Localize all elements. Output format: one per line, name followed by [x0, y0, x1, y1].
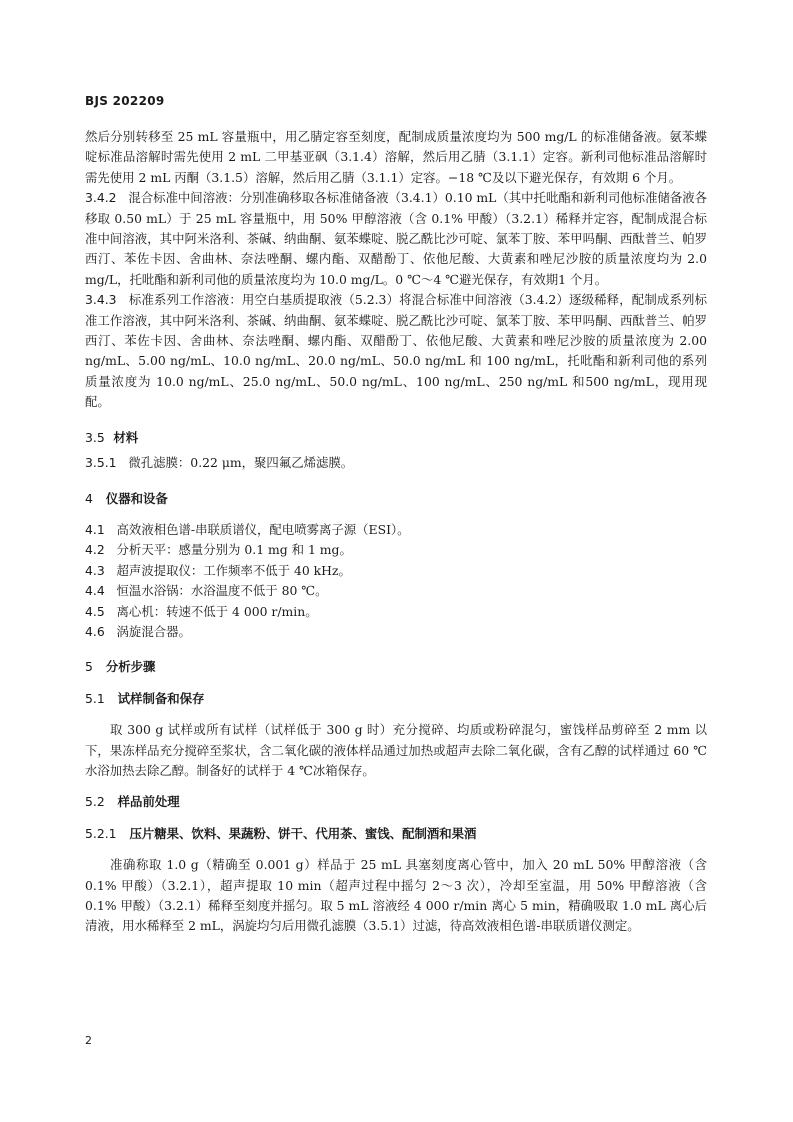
list-item — [85, 602, 707, 622]
heading-5-2 — [85, 792, 707, 812]
paragraph-5-1: 取 300 g 试样或所有试样（试样低于 300 g 时）充分搅碎、均质或粉碎混匀，蜜饯样品剪碎至 2 mm 以下，果冻样品充分搅碎至浆状，含二氧化碳的液体样品通过加热或超声去除二氧化碳，含有乙醇的试样通过 60 ℃水浴加热去除乙醇。制备好的试样于 4 ℃冰箱保存。 — [85, 722, 707, 778]
list-item — [85, 540, 707, 560]
heading-number: 5 — [85, 659, 93, 675]
heading-title: 样品前处理 — [117, 794, 180, 810]
heading-title: 分析步骤 — [105, 659, 156, 675]
document-body — [85, 127, 707, 937]
heading-title: 压片糖果、饮料、果蔬粉、饼干、代用茶、蜜饯、配制酒和果酒 — [129, 825, 477, 841]
heading-title: 仪器和设备 — [105, 490, 168, 506]
clause-text: 混合标准中间溶液：分别准确移取各标准储备液（3.4.1）0.10 mL（其中托吡酯和新利司他标准储备液各移取 0.50 mL）于 25 mL 容量瓶中，用 50% 甲醇溶液（含 0.1% 甲酸）（3.2.1）稀释并定容，配制成混合标准中间溶液，其中阿米洛利、茶碱、纳曲酮、氨苯蝶啶、脱乙酰比沙可啶、氯苯丁胺、苯甲吗酮、西酞普兰、帕罗西汀、苯佐卡因、舍曲林、奈法唑酮、螺内酯、双醋酚丁、依他尼酸、大黄素和唑尼沙胺的质量浓度均为 2.0 mg/L，托吡酯和新利司他的质量浓度均为 10.0 mg/L。0 ℃～4 ℃避光保存，有效期1 个月。 — [85, 190, 708, 287]
item-text: 涡旋混合器。 — [116, 623, 191, 639]
heading-number: 3.5 — [85, 429, 105, 445]
item-number: 4.6 — [85, 623, 105, 639]
item-number: 4.1 — [85, 521, 105, 537]
heading-number: 4 — [85, 490, 93, 506]
list-item — [85, 622, 707, 642]
clause-number: 3.4.2 — [85, 190, 117, 206]
paragraph-5-2-1: 准确称取 1.0 g（精确至 0.001 g）样品于 25 mL 具塞刻度离心管中，加入 20 mL 50% 甲醇溶液（含 0.1% 甲酸）（3.2.1），超声提取 10 min（超声过程中摇匀 2～3 次），冷却至室温，用 50% 甲醇溶液（含 0.1% 甲酸）（3.2.1）稀释至刻度并摇匀。取 5 mL 溶液经 4 000 r/min 离心 5 min，精确吸取 1.0 mL 离心后清液，用水稀释至 2 mL，涡旋均匀后用微孔滤膜（3.5.1）过滤，待高效液相色谱-串联质谱仪测定。 — [85, 857, 707, 934]
equipment-list — [85, 520, 707, 642]
clause-3-4-3 — [85, 290, 707, 412]
item-text: 离心机：转速不低于 4 000 r/min。 — [116, 603, 318, 619]
item-number: 4.2 — [85, 542, 105, 558]
document-header: BJS 202209 — [85, 94, 165, 108]
heading-5 — [85, 657, 707, 677]
heading-4 — [85, 489, 707, 509]
item-number: 4.5 — [85, 603, 105, 619]
clause-number: 3.5.1 — [85, 455, 117, 471]
heading-title: 材料 — [113, 429, 139, 445]
heading-5-1 — [85, 689, 707, 709]
clause-text: 标准系列工作溶液：用空白基质提取液（5.2.3）将混合标准中间溶液（3.4.2）逐级稀释，配制成系列标准工作溶液，其中阿米洛利、茶碱、纳曲酮、氨苯蝶啶、脱乙酰比沙可啶、氯苯丁胺、苯甲吗酮、西酞普兰、帕罗西汀、苯佐卡因、舍曲林、奈法唑酮、螺内酯、双醋酚丁、依他尼酸、大黄素和唑尼沙胺的质量浓度为 2.00 ng/mL、5.00 ng/mL、10.0 ng/mL、20.0 ng/mL、50.0 ng/mL 和 100 ng/mL，托吡酯和新利司他的系列质量浓度为 10.0 ng/mL、25.0 ng/mL、50.0 ng/mL、100 ng/mL、250 ng/mL 和500 ng/mL，现用现配。 — [85, 292, 707, 410]
heading-title: 试样制备和保存 — [117, 690, 205, 706]
item-text: 超声波提取仪：工作频率不低于 40 kHz。 — [116, 562, 351, 578]
clause-number: 3.4.3 — [85, 292, 117, 308]
item-number: 4.4 — [85, 583, 105, 599]
heading-3-5 — [85, 428, 707, 448]
heading-number: 5.2.1 — [85, 825, 117, 841]
paragraph-3-4-1-continued: 然后分别转移至 25 mL 容量瓶中，用乙腈定容至刻度，配制成质量浓度均为 500 mg/L 的标准储备液。氨苯蝶啶标准品溶解时需先使用 2 mL 二甲基亚砜（3.1.4）溶解，然后用乙腈（3.1.1）定容。新利司他标准品溶解时需先使用 2 mL 丙酮（3.1.5）溶解，然后用乙腈（3.1.1）定容。−18 ℃及以下避光保存，有效期 6 个月。 — [85, 129, 707, 185]
page-number: 2 — [85, 1034, 92, 1047]
item-text: 恒温水浴锅：水浴温度不低于 80 ℃。 — [116, 583, 328, 599]
list-item — [85, 561, 707, 581]
heading-number: 5.1 — [85, 690, 105, 706]
item-text: 高效液相色谱-串联质谱仪，配电喷雾离子源（ESI）。 — [116, 521, 410, 537]
heading-number: 5.2 — [85, 794, 105, 810]
clause-3-4-2 — [85, 188, 707, 290]
item-text: 分析天平：感量分别为 0.1 mg 和 1 mg。 — [116, 542, 352, 558]
clause-3-5-1 — [85, 453, 707, 473]
list-item — [85, 581, 707, 601]
heading-5-2-1 — [85, 824, 707, 844]
list-item — [85, 520, 707, 540]
item-number: 4.3 — [85, 562, 105, 578]
clause-text: 微孔滤膜：0.22 μm，聚四氟乙烯滤膜。 — [128, 455, 354, 471]
